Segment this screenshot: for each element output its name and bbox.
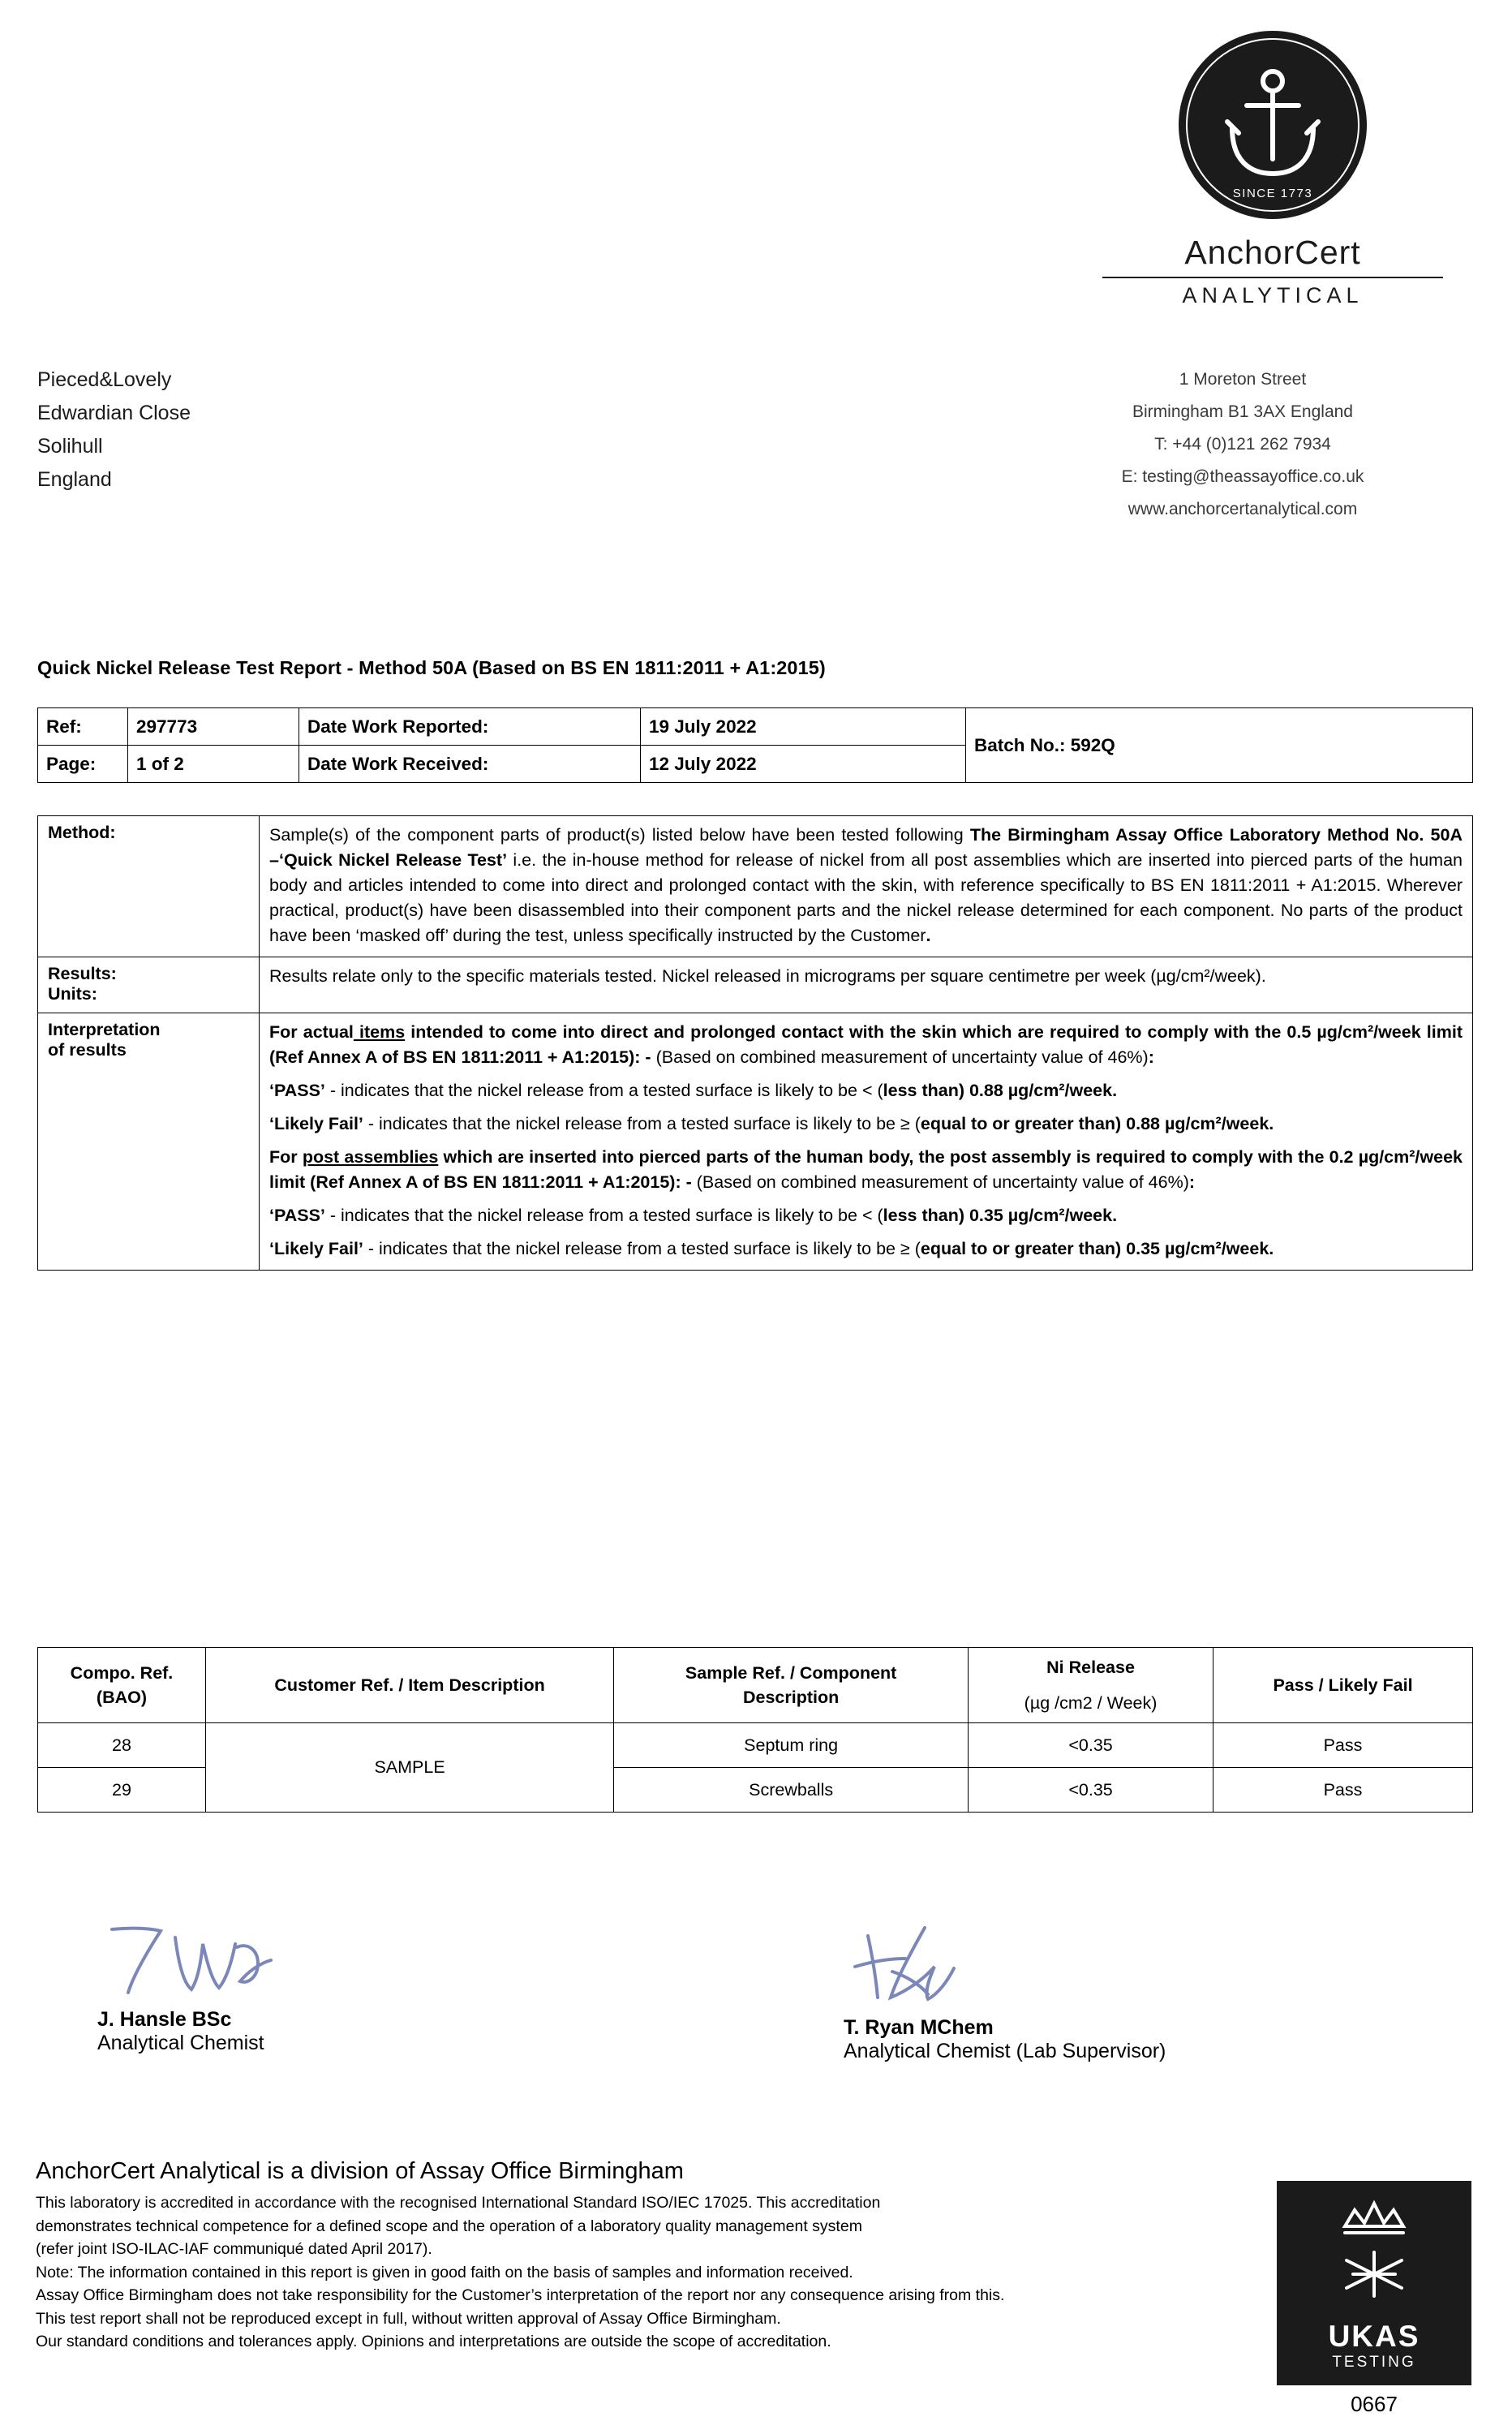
customer-address-line: Solihull [37,435,103,458]
footer-line: This test report shall not be reproduced except in full, without written approval of Assay Office Birmingham. [36,2309,781,2328]
interp6-d: ) 0.35 µg/cm²/week. [1115,1239,1274,1258]
interp2-c: less than [883,1081,959,1100]
batch-number: Batch No.: 592Q [966,708,1473,783]
interpretation-label-line1: Interpretation [48,1020,161,1039]
cell-compo-ref: 28 [38,1723,206,1768]
interp1-e: : [1148,1047,1154,1067]
footer-line: (refer joint ISO-ILAC-IAF communiqué dated April 2017). [36,2240,432,2258]
date-received-label: Date Work Received: [299,746,641,783]
header-pass-fail: Pass / Likely Fail [1213,1648,1473,1723]
table-row-method [38,816,1473,957]
table-row [38,1723,1473,1768]
units-label: Units: [48,984,97,1004]
header-ni-release-units: (µg /cm2 / Week) [1024,1693,1158,1713]
signatory-name: T. Ryan MChem [844,2016,994,2039]
method-text-part: Sample(s) of the component parts of product(s) listed below have been tested following [269,825,970,845]
interp5-a: ‘PASS’ [269,1206,325,1225]
signatory-name: J. Hansle BSc [97,2008,232,2031]
header-sample-ref [614,1648,969,1723]
method-bold-1: The Birmingham Assay Office Laboratory Method No. 50A – [269,825,1463,870]
interp5-d: ) 0.35 µg/cm²/week. [958,1206,1118,1225]
date-reported-label: Date Work Reported: [299,708,641,746]
date-reported-value: 19 July 2022 [641,708,966,746]
interp4-e: : [1188,1172,1196,1192]
signatory-role: Analytical Chemist (Lab Supervisor) [844,2040,1166,2062]
cell-result: Pass [1213,1768,1473,1813]
page-value: 1 of 2 [128,746,299,783]
interp1-a: For actual [269,1022,354,1042]
footer-title: AnchorCert Analytical is a division of Assay Office Birmingham [36,2158,684,2184]
interp6-a: ‘Likely Fail’ [269,1239,363,1258]
cell-sample-ref: Screwballs [614,1768,969,1813]
reference-table [37,707,1473,783]
header-compo-ref-line1: Compo. Ref. [70,1663,174,1683]
interp2-b: - indicates that the nickel release from a tested surface is likely to be < ( [324,1081,883,1100]
cell-compo-ref: 29 [38,1768,206,1813]
sample-results-table [37,1647,1473,1813]
interp-paragraph-2 [269,1078,1463,1103]
interp-paragraph-3 [269,1112,1463,1137]
company-logo-block [1078,31,1467,308]
interp-paragraph-4 [269,1145,1463,1195]
interpretation-label-line2: of results [48,1040,127,1060]
company-email[interactable]: E: testing@theassayoffice.co.uk [1121,467,1364,486]
ref-label: Ref: [38,708,128,746]
page-title: Quick Nickel Release Test Report - Method 50A (Based on BS EN 1811:2011 + A1:2015) [37,657,826,678]
interpretation-text [260,1013,1473,1271]
ukas-number: 0667 [1351,2392,1398,2416]
interp1-d: (Based on combined measurement of uncertainty value of 46%) [651,1047,1149,1067]
report-header [0,0,1512,568]
anchor-badge-icon [1179,31,1367,219]
report-footer [36,2158,1334,2354]
interp1-b: items [353,1022,406,1042]
header-ni-release [969,1648,1213,1723]
interp5-c: less than [883,1206,959,1225]
signature-block-2 [844,1923,1166,2063]
cell-customer-ref: SAMPLE [205,1723,613,1813]
interp3-b: - indicates that the nickel release from a tested surface is likely to be ≥ ( [363,1114,921,1133]
ukas-crown-icon [1317,2191,1431,2312]
company-address-line: 1 Moreton Street [1179,370,1307,389]
footer-line: This laboratory is accredited in accordance with the recognised International Standard ISO/IEC 17025. This accreditation [36,2194,881,2212]
date-received-value: 12 July 2022 [641,746,966,783]
method-results-table [37,815,1473,1271]
table-row [38,708,1473,746]
table-header-row [38,1648,1473,1723]
table-row-results [38,957,1473,1013]
results-text: Results relate only to the specific materials tested. Nickel released in micrograms per square centimetre per week (µg/cm²/week). [260,957,1473,1013]
interp4-a: For [269,1147,303,1167]
interp4-b: post assemblies [302,1147,439,1167]
company-address-line: Birmingham B1 3AX England [1132,402,1353,421]
footer-line: Note: The information contained in this report is given in good faith on the basis of samples and information received. [36,2263,853,2281]
cell-sample-ref: Septum ring [614,1723,969,1768]
company-website[interactable]: www.anchorcertanalytical.com [1128,500,1358,518]
interp-paragraph-6 [269,1236,1463,1262]
footer-line: Our standard conditions and tolerances apply. Opinions and interpretations are outside the scope of accreditation. [36,2333,831,2350]
badge-since-text: SINCE 1773 [1232,187,1313,200]
footer-line: Assay Office Birmingham does not take responsibility for the Customer’s interpretation of the report nor any consequence arising from this. [36,2286,1005,2304]
cell-ni-release: <0.35 [969,1723,1213,1768]
brand-divider [1102,277,1443,278]
signature-mark-icon [97,1915,365,2004]
interp3-d: ) 0.88 µg/cm²/week. [1115,1114,1274,1133]
interp6-b: - indicates that the nickel release from a tested surface is likely to be ≥ ( [363,1239,921,1258]
header-sample-ref-line1: Sample Ref. / Component [685,1663,897,1683]
interp4-c: which are inserted into pierced parts of the human body, the post assembly is required to comply with the 0.2 µg/cm²/week limit (Ref Annex A of BS EN 1811:2011 + A1:2015): - [269,1147,1463,1192]
method-text-part2: i.e. the in-house method for release of nickel from all post assemblies which are inserted into pierced parts of the human body and articles intended to come into direct and prolonged contact with the skin, with reference specifically to BS EN 1811:2011 + A1:2015. Wherever practical, product(s) have been disassembled into their component parts and the nickel release determined for each component. No parts of the product have been ‘masked off’ during the test, unless specifically instructed by the Customer [269,850,1463,945]
customer-address-line: Edwardian Close [37,402,191,424]
signature-block-1 [97,1915,365,2055]
interp6-c: equal to or greater than [920,1239,1116,1258]
header-compo-ref [38,1648,206,1723]
customer-address-line: England [37,468,112,491]
interp1-c: intended to come into direct and prolonged contact with the skin which are required to comply with the 0.5 µg/cm²/week limit (Ref Annex A of BS EN 1811:2011 + A1:2015): - [269,1022,1463,1067]
company-subtitle: ANALYTICAL [1182,283,1364,307]
header-sample-ref-line2: Description [742,1688,840,1707]
interp5-b: - indicates that the nickel release from a tested surface is likely to be < ( [324,1206,883,1225]
interp2-d: ) 0.88 µg/cm²/week. [958,1081,1118,1100]
cell-ni-release: <0.35 [969,1768,1213,1813]
interp3-c: equal to or greater than [920,1114,1116,1133]
cell-result: Pass [1213,1723,1473,1768]
page-label: Page: [38,746,128,783]
header-ni-release-line1: Ni Release [1046,1658,1135,1677]
footer-line: demonstrates technical competence for a defined scope and the operation of a laboratory quality management system [36,2217,862,2235]
results-label: Results: [48,964,117,983]
interp-paragraph-1 [269,1020,1463,1070]
results-units-label [38,957,260,1013]
table-row-interpretation [38,1013,1473,1271]
interp-paragraph-5 [269,1203,1463,1228]
ukas-logo [1277,2181,1471,2385]
interpretation-label [38,1013,260,1271]
company-name: AnchorCert [1184,234,1361,271]
ukas-name: UKAS [1328,2320,1420,2353]
interp3-a: ‘Likely Fail’ [269,1114,363,1133]
company-address [1016,363,1470,526]
signature-mark-icon [844,1923,1111,2012]
header-customer-ref: Customer Ref. / Item Description [205,1648,613,1723]
customer-address-line: Pieced&Lovely [37,368,172,391]
method-bold-2: ‘Quick Nickel Release Test’ [278,850,508,870]
header-compo-ref-line2: (BAO) [96,1688,148,1707]
interp2-a: ‘PASS’ [269,1081,325,1100]
company-phone: T: +44 (0)121 262 7934 [1154,435,1331,454]
method-text [260,816,1473,957]
anchor-icon [1179,31,1367,219]
method-label: Method: [38,816,260,957]
method-text-period: . [926,926,931,945]
ukas-sub: TESTING [1332,2354,1416,2371]
customer-address [37,363,191,497]
ref-value: 297773 [128,708,299,746]
signatory-role: Analytical Chemist [97,2032,264,2054]
interp4-d: (Based on combined measurement of uncertainty value of 46%) [691,1172,1189,1192]
footer-disclaimer [36,2191,1334,2354]
